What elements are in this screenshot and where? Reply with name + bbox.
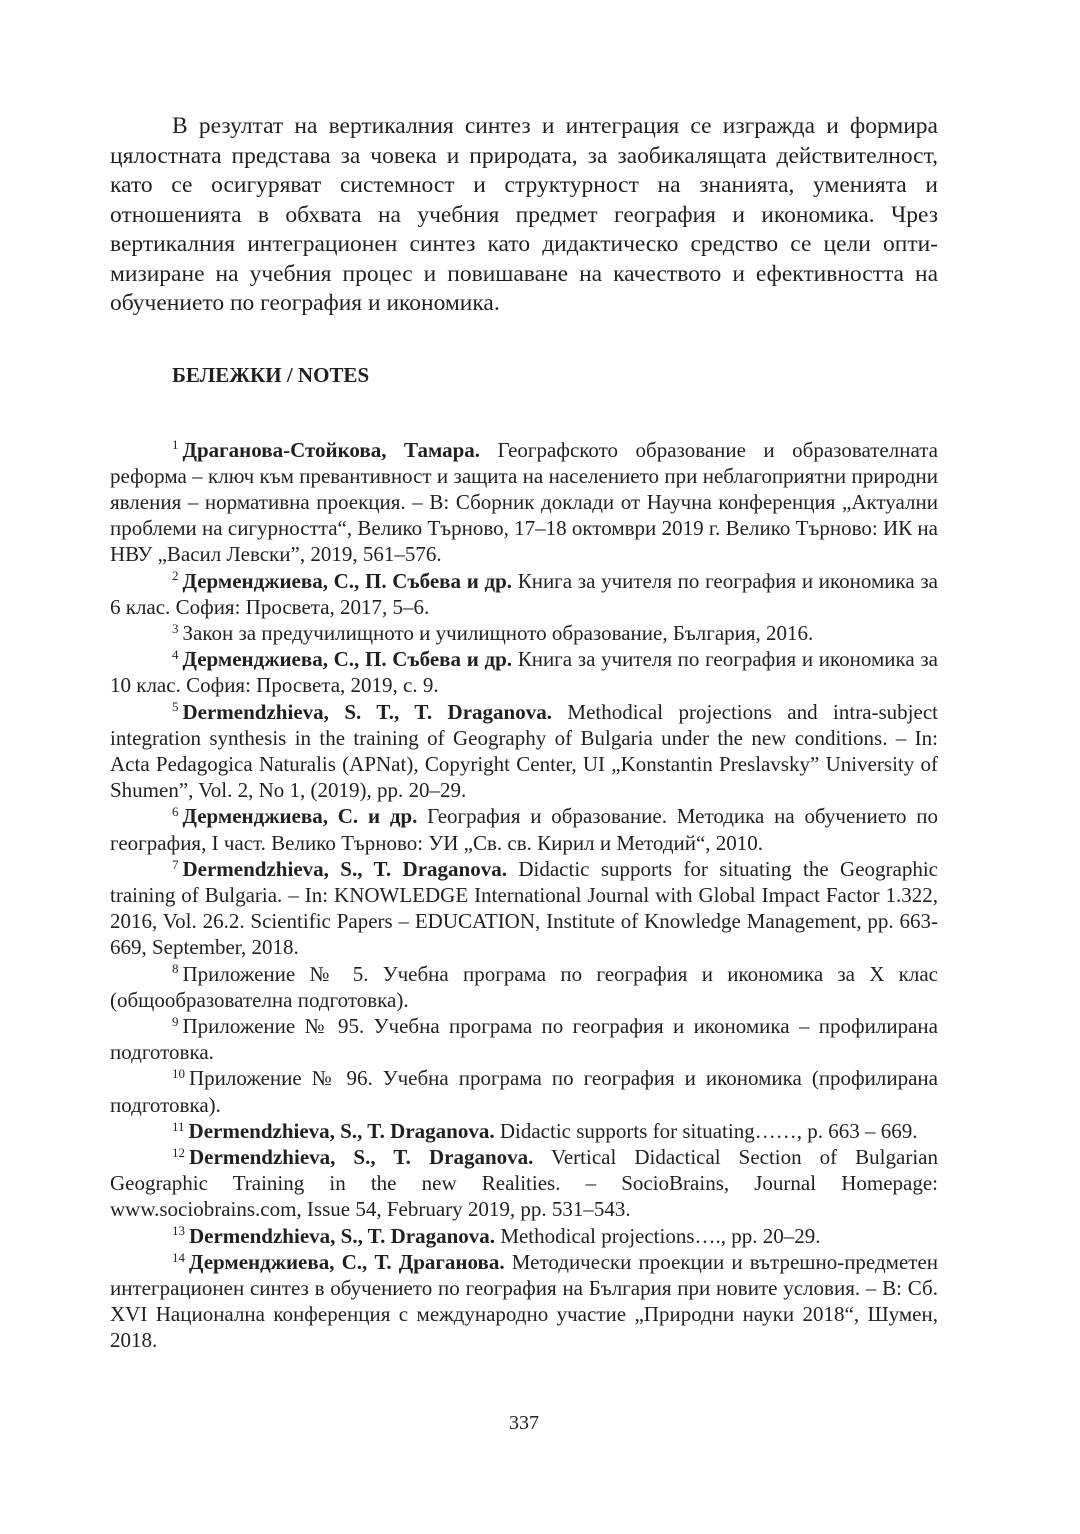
footnote [110, 1065, 938, 1117]
footnote-number: 2 [172, 568, 179, 584]
footnote [110, 568, 938, 620]
footnote-number: 8 [172, 961, 179, 977]
page-content [110, 112, 938, 1354]
footnote-text: Methodical projections…., pp. 20–29. [495, 1223, 821, 1248]
footnote-number: 13 [172, 1223, 185, 1239]
footnote [110, 1223, 938, 1249]
footnote [110, 1249, 938, 1354]
footnote [110, 1118, 938, 1144]
footnote-number: 7 [172, 856, 179, 872]
footnote-number: 3 [172, 620, 179, 636]
footnote-number: 12 [172, 1144, 185, 1160]
footnote-text: Приложение № 95. Учебна програма по география и икономика – профилирана подготовка. [110, 1013, 938, 1065]
footnote [110, 961, 938, 1013]
footnote-authors: Dermendzhieva, S. T., T. Draganova. [182, 699, 552, 724]
footnote-number: 6 [172, 804, 179, 820]
footnote-text: Vertical Didactical Section of Bulgarian Geographic Training in the new Realities. – SocioBrains, Journal Homepage: www.sociobrains.com, Issue 54, February 2019, pp. 531–543. [110, 1144, 938, 1222]
footnote-text: Книга за учителя по география и икономика за 6 клас. София: Просвета, 2017, 5–6. [110, 568, 939, 619]
footnote-text: Методически проекции и вътрешно-предметен интеграционен синтез в обучението по география на България при новите условия. – В: Сб. XVI Национална конференция с международно участие „Природни науки 2018“, Шумен, 2018. [110, 1249, 939, 1353]
footnote-authors: Дерменджиева, С., П. Събева и др. [182, 568, 513, 593]
footnote-authors: Dermendzhieva, S., T. Draganova. [188, 1118, 495, 1143]
footnote-text: Didactic supports for situating……, p. 663 – 669. [494, 1118, 918, 1143]
footnote-number: 1 [172, 437, 179, 453]
footnote-text: Didactic supports for situating the Geographic training of Bulgaria. – In: KNOWLEDGE International Journal with Global Impact Factor 1.322, 2016, Vol. 26.2. Scientific Papers – EDUCATION, Institute of Knowledge Management, pp. 663-669, September, 2018. [110, 856, 938, 960]
footnote-text: Methodical projections and intra-subject integration synthesis in the training of Geography of Bulgaria under the new conditions. – In: Acta Pedagogica Naturalis (APNat), Copyright Center, UI „Konstantin Preslavsky” University of Shumen”, Vol. 2, No 1, (2019), pp. 20–29. [110, 699, 938, 803]
footnote-number: 10 [172, 1066, 185, 1082]
footnote-authors: Дерменджиева, С. и др. [182, 804, 418, 829]
footnote-text: Географското образование и образователната реформа – ключ към превантивност и защита на населението при неблагоприятни природни явления – нормативна проекция. – В: Сборник доклади от Научна конференция „Актуални проблеми на сигурността“, Велико Търново, 17–18 октомври 2019 г. Велико Търново: ИК на НВУ „Васил Левски”, 2019, 561–576. [110, 437, 938, 567]
footnote-number: 14 [172, 1249, 185, 1265]
footnote-authors: Dermendzhieva, S., T. Draganova. [182, 856, 507, 881]
footnote [110, 1013, 938, 1065]
footnote [110, 620, 938, 646]
footnote-text: Книга за учителя по география и икономика за 10 клас. София: Просвета, 2019, с. 9. [110, 647, 939, 698]
footnote [110, 437, 938, 568]
footnote-authors: Dermendzhieva, S., T. Draganova. [189, 1223, 496, 1248]
footnote [110, 646, 938, 698]
footnote-authors: Дерменджиева, С., Т. Драганова. [189, 1249, 505, 1274]
footnote-number: 4 [172, 646, 179, 662]
page-number: 337 [509, 1412, 539, 1434]
footnote-authors: Драганова-Стойкова, Тамара. [182, 437, 481, 462]
footnote-number: 9 [172, 1013, 179, 1029]
footnote-number: 5 [172, 699, 179, 715]
footnote-authors: Dermendzhieva, S., T. Draganova. [189, 1144, 534, 1169]
footnote-number: 11 [172, 1118, 185, 1134]
footnote [110, 1144, 938, 1223]
footnote [110, 856, 938, 961]
footnote-text: География и образование. Методика на обучението по география, I част. Велико Търново: УИ „Св. св. Кирил и Методий“, 2010. [110, 804, 938, 855]
footnote-text: Приложение № 96. Учебна програма по география и икономика (профилирана подготовка). [110, 1066, 938, 1117]
notes-list [110, 437, 938, 1354]
notes-heading: БЕЛЕЖКИ / NOTES [172, 362, 370, 387]
footnote-authors: Дерменджиева, С., П. Събева и др. [182, 647, 513, 672]
footnote [110, 803, 938, 855]
footnote-text: Приложение № 5. Учебна програма по география и икономика за X клас (общообразователна подготовка). [110, 961, 938, 1012]
footnote [110, 699, 938, 804]
body-paragraph: В резултат на вертикалния синтез и интеграция се изгражда и формира цялостната представа за човека и природата, за заобикалящата действителност, като се осигуряват системност и структурност на знанията, уменията и отношенията в обхвата на учебния предмет география и икономика. Чрез вертикалния интеграционен синтез като дидактическо средство се цели оптимизиране на учебния процес и повишаване на качеството и ефективността на обучението по география и икономика. [110, 113, 938, 316]
footnote-text: Закон за предучилищното и училищното образование, България, 2016. [182, 620, 814, 645]
